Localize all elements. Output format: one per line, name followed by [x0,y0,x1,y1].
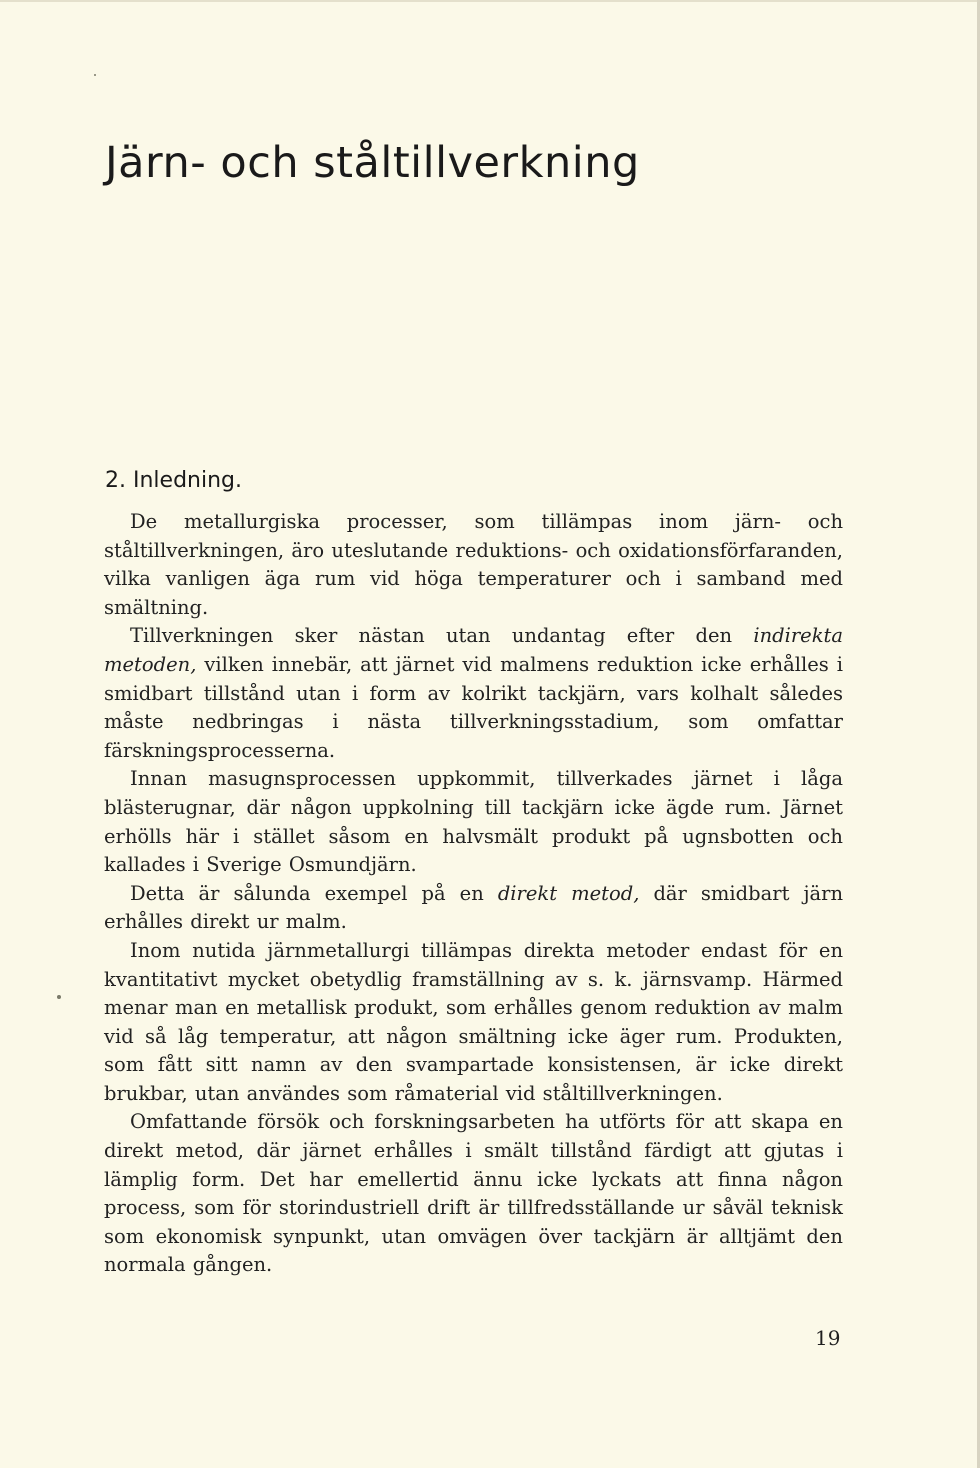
paragraph-4 [104,880,843,937]
paragraph-1: De metallurgiska processer, som tillämpas inom järn- och ståltillverkningen, äro uteslutande reduktions- och oxidationsförfaranden, vilka vanligen äga rum vid höga temperaturer och i samband med smältning. [104,510,843,619]
chapter-title: Järn- och ståltillverkning [105,138,640,188]
paragraph-4-lead: Detta är sålunda exempel på en [130,881,498,905]
paragraph-4-rest: där smidbart järn erhålles direkt ur malm. [104,881,844,934]
section-heading: 2. Inledning. [105,468,242,493]
margin-speck-top [94,74,96,76]
paragraph-2-lead: Tillverkningen sker nästan utan undantag efter den [130,624,754,648]
paragraph-2-emphasis: indirekta metoden, [104,624,843,676]
margin-speck [57,995,61,999]
paragraph-2-rest: vilken innebär, att järnet vid malmens reduktion icke erhålles i smidbart tillstånd utan i form av kolrikt tackjärn, vars kolhalt således måste nedbringas i nästa tillverkningsstadium, som omfattar färskningsprocesserna. [104,652,843,762]
paragraph-5: Inom nutida järnmetallurgi tillämpas direkta metoder endast för en kvantitativt mycket obetydlig framställning av s. k. järnsvamp. Härmed menar man en metallisk produkt, som erhålles genom reduktion av malm vid så låg temperatur, att någon smältning icke äger rum. Produkten, som fått sitt namn av den svampartade konsistensen, är icke direkt brukbar, utan användes som råmaterial vid ståltillverkningen. [104,938,843,1105]
page-number: 19 [815,1326,841,1350]
body-text [104,508,843,1280]
paragraph-2 [104,622,843,765]
paragraph-3: Innan masugnsprocessen uppkommit, tillverkades järnet i låga blästerugnar, där någon uppkolning till tackjärn icke ägde rum. Järnet erhölls här i stället såsom en halvsmält produkt på ugnsbotten och kallades i Sverige Osmundjärn. [104,767,843,877]
page-top-edge [0,0,980,2]
paragraph-6: Omfattande försök och forskningsarbeten ha utförts för att skapa en direkt metod, där järnet erhålles i smält tillstånd färdigt att gjutas i lämplig form. Det har emellertid ännu icke lyckats att finna någon process, som för storindustriell drift är tillfredsställande ur såväl teknisk som ekonomisk synpunkt, utan omvägen över tackjärn är alltjämt den normala gången. [104,1110,843,1277]
paragraph-4-emphasis: direkt metod, [497,881,640,905]
